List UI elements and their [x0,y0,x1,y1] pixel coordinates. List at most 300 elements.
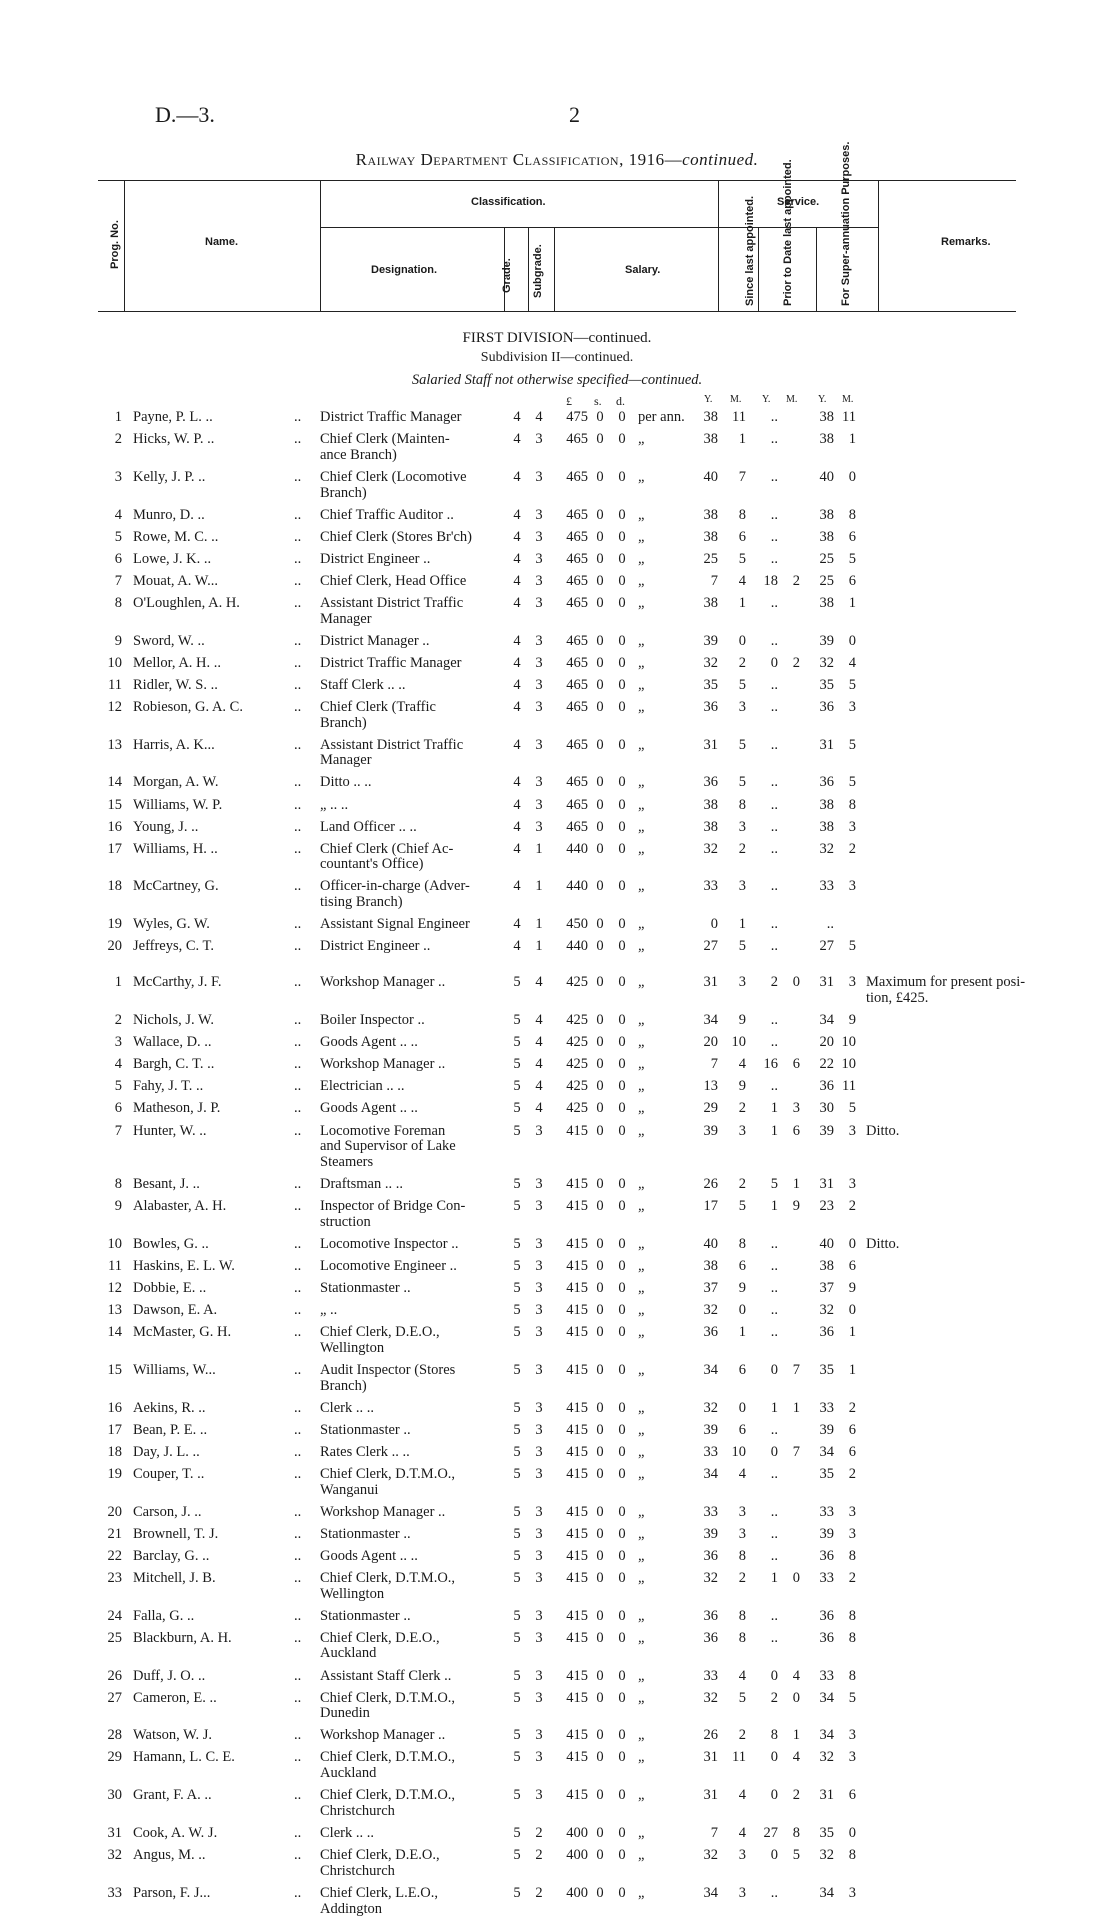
salary-period-cell: „ [638,432,694,448]
name-cell: Parson, F. J... [133,1886,303,1902]
leader-dots: .. [294,1303,301,1319]
super-years-cell: 39 [812,1527,834,1543]
table-row [0,917,1114,933]
classification-table [0,410,1114,1917]
subgrade-cell: 3 [532,1124,546,1140]
leader-dots: .. [294,1035,301,1051]
prog-no-cell: 27 [98,1691,122,1707]
salary-pence-cell: 0 [616,634,628,650]
salary-pence-cell: 0 [616,879,628,895]
salary-pence-cell: 0 [616,1259,628,1275]
salary-pounds-cell: 415 [558,1199,588,1215]
salary-pence-cell: 0 [616,1124,628,1140]
leader-dots: .. [294,939,301,955]
super-months-cell: 5 [840,738,856,754]
designation-cell: Auckland [320,1766,505,1782]
prog-no-cell: 13 [98,1303,122,1319]
since-years-cell: 13 [696,1079,718,1095]
salary-pounds-cell: 465 [558,820,588,836]
unit-y1: Y. [704,394,712,405]
salary-pounds-cell: 425 [558,1035,588,1051]
salary-period-cell: „ [638,1631,694,1647]
salary-period-cell: „ [638,1057,694,1073]
table-row [0,612,1114,628]
grade-cell: 5 [510,1788,524,1804]
super-months-cell: 1 [840,1325,856,1341]
super-months-cell: 3 [840,1505,856,1521]
table-row [0,432,1114,448]
unit-m2: M. [786,394,797,405]
designation-cell: Auckland [320,1646,505,1662]
salary-pence-cell: 0 [616,820,628,836]
leader-dots: .. [294,1057,301,1073]
table-row [0,1177,1114,1193]
salary-period-cell: „ [638,1363,694,1379]
since-months-cell: 3 [726,1848,746,1864]
leader-dots: .. [294,1848,301,1864]
designation-cell: Workshop Manager .. [320,1728,505,1744]
name-cell: Cook, A. W. J. [133,1826,303,1842]
leader-dots: .. [294,470,301,486]
salary-pence-cell: 0 [616,700,628,716]
since-months-cell: 10 [726,1445,746,1461]
table-row [0,552,1114,568]
subgrade-cell: 3 [532,1728,546,1744]
table-row [0,857,1114,873]
service-col [718,180,879,311]
salary-period-cell: „ [638,1728,694,1744]
leader-dots: .. [294,1445,301,1461]
super-months-cell: 6 [840,1788,856,1804]
since-months-cell: 5 [726,678,746,694]
salary-period-cell: „ [638,508,694,524]
salary-pence-cell: 0 [616,1609,628,1625]
prior-years-cell: 0 [758,656,778,672]
table-row [0,1804,1114,1820]
since-months-cell: 1 [726,596,746,612]
grade-cell: 5 [510,1571,524,1587]
since-years-cell: 25 [696,552,718,568]
salary-shillings-cell: 0 [594,470,606,486]
grade-cell: 5 [510,1669,524,1685]
designation-cell: countant's Office) [320,857,505,873]
table-row [0,1057,1114,1073]
name-cell: Mitchell, J. B. [133,1571,303,1587]
prior-years-cell: .. [758,1035,778,1051]
leader-dots: .. [294,1691,301,1707]
prior-years-cell: .. [758,470,778,486]
super-years-cell: 25 [812,552,834,568]
salary-period-cell: per ann. [638,410,694,426]
super-years-cell: 34 [812,1728,834,1744]
salary-shillings-cell: 0 [594,678,606,694]
salary-period-cell: „ [638,1325,694,1341]
since-years-cell: 32 [696,1691,718,1707]
leader-dots: .. [294,1549,301,1565]
prior-years-cell: 0 [758,1848,778,1864]
grade-cell: 4 [510,634,524,650]
salary-shillings-cell: 0 [594,738,606,754]
salary-period-cell: „ [638,738,694,754]
since-years-cell: 32 [696,842,718,858]
subgrade-border [528,227,529,311]
salary-pounds-cell: 465 [558,775,588,791]
unit-s: s. [594,394,602,409]
salary-shillings-cell: 0 [594,656,606,672]
leader-dots: .. [294,1788,301,1804]
designation-cell: Officer-in-charge (Adver- [320,879,505,895]
super-years-cell: 39 [812,1423,834,1439]
name-cell: Bowles, G. .. [133,1237,303,1253]
super-years-cell: 25 [812,574,834,590]
salary-pounds-cell: 440 [558,879,588,895]
subgrade-cell: 3 [532,1691,546,1707]
subgrade-cell: 4 [532,410,546,426]
remarks-cell: tion, £425. [866,991,1066,1007]
prior-years-cell: .. [758,1549,778,1565]
table-row [0,1101,1114,1117]
designation-cell: Goods Agent .. .. [320,1101,505,1117]
leader-dots: .. [294,1259,301,1275]
table-row [0,820,1114,836]
table-row [0,486,1114,502]
prog-no-cell: 18 [98,1445,122,1461]
super-months-cell: 3 [840,1886,856,1902]
designation-cell: Assistant District Traffic [320,596,505,612]
salary-pence-cell: 0 [616,1505,628,1521]
table-row [0,1401,1114,1417]
subgrade-cell: 3 [532,1237,546,1253]
salary-shillings-cell: 0 [594,1237,606,1253]
name-cell: Kelly, J. P. .. [133,470,303,486]
prog-no-cell: 14 [98,1325,122,1341]
super-years-cell: 32 [812,842,834,858]
prog-no-cell: 14 [98,775,122,791]
prog-no-cell: 7 [98,574,122,590]
super-months-cell: 9 [840,1281,856,1297]
name-cell: Rowe, M. C. .. [133,530,303,546]
prior-months-cell: 2 [784,656,800,672]
designation-cell: Chief Traffic Auditor .. [320,508,505,524]
designation-cell: Chief Clerk, D.T.M.O., [320,1788,505,1804]
salary-pounds-cell: 415 [558,1505,588,1521]
grade-cell: 5 [510,1057,524,1073]
super-years-cell: 34 [812,1691,834,1707]
prog-no-cell: 30 [98,1788,122,1804]
designation-cell: Steamers [320,1155,505,1171]
since-months-cell: 9 [726,1079,746,1095]
since-months-cell: 5 [726,775,746,791]
leader-dots: .. [294,1013,301,1029]
since-months-cell: 5 [726,939,746,955]
subgrade-cell: 2 [532,1886,546,1902]
salary-pence-cell: 0 [616,1199,628,1215]
since-months-cell: 4 [726,1788,746,1804]
super-years-cell: 33 [812,879,834,895]
since-months-cell: 8 [726,1609,746,1625]
name-cell: Fahy, J. T. .. [133,1079,303,1095]
salary-shillings-cell: 0 [594,1101,606,1117]
table-row [0,879,1114,895]
prior-years-cell: .. [758,879,778,895]
since-years-cell: 32 [696,1303,718,1319]
super-years-cell: 40 [812,470,834,486]
since-months-cell: 4 [726,1669,746,1685]
subgrade-cell: 3 [532,552,546,568]
salary-shillings-cell: 0 [594,530,606,546]
salary-shillings-cell: 0 [594,1423,606,1439]
salary-pounds-cell: 415 [558,1609,588,1625]
salary-period-cell: „ [638,1691,694,1707]
subgrade-cell: 2 [532,1826,546,1842]
unit-pound: £ [566,394,572,409]
salary-shillings-cell: 0 [594,634,606,650]
salary-pence-cell: 0 [616,1445,628,1461]
since-years-cell: 31 [696,1750,718,1766]
leader-dots: .. [294,700,301,716]
prior-years-cell: 2 [758,975,778,991]
name-cell: Matheson, J. P. [133,1101,303,1117]
name-cell: Barclay, G. .. [133,1549,303,1565]
super-months-cell: 3 [840,1750,856,1766]
salary-pence-cell: 0 [616,530,628,546]
salary-pounds-cell: 415 [558,1691,588,1707]
designation-cell: Chief Clerk, D.E.O., [320,1848,505,1864]
salary-shillings-cell: 0 [594,1057,606,1073]
since-months-cell: 0 [726,634,746,650]
salary-pence-cell: 0 [616,1826,628,1842]
super-months-cell: 5 [840,552,856,568]
super-months-cell: 8 [840,1549,856,1565]
prior-years-cell: .. [758,917,778,933]
unit-y2: Y. [762,394,770,405]
since-months-cell: 1 [726,1325,746,1341]
super-years-cell: 36 [812,775,834,791]
name-cell: Angus, M. .. [133,1848,303,1864]
since-months-cell: 2 [726,1177,746,1193]
prior-months-cell: 1 [784,1728,800,1744]
grade-cell: 4 [510,574,524,590]
subgrade-cell: 3 [532,432,546,448]
designation-cell: Clerk .. .. [320,1826,505,1842]
table-row [0,1155,1114,1171]
table-row [0,1788,1114,1804]
prog-no-cell: 1 [98,975,122,991]
salary-period-cell: „ [638,530,694,546]
salary-pence-cell: 0 [616,410,628,426]
salary-shillings-cell: 0 [594,1527,606,1543]
salary-pence-cell: 0 [616,1057,628,1073]
designation-cell: Audit Inspector (Stores [320,1363,505,1379]
salary-pounds-cell: 465 [558,798,588,814]
leader-dots: .. [294,1423,301,1439]
table-row [0,716,1114,732]
name-cell: Brownell, T. J. [133,1527,303,1543]
super-years-cell: 36 [812,1325,834,1341]
designation-cell: Stationmaster .. [320,1527,505,1543]
grade-cell: 5 [510,1505,524,1521]
prior-years-cell: .. [758,508,778,524]
salary-shillings-cell: 0 [594,432,606,448]
name-cell: Couper, T. .. [133,1467,303,1483]
salary-period-cell: „ [638,596,694,612]
since-years-cell: 39 [696,1124,718,1140]
table-row [0,1445,1114,1461]
since-months-cell: 9 [726,1281,746,1297]
super-months-cell: 3 [840,820,856,836]
prior-months-cell: 7 [784,1445,800,1461]
super-years-cell: 36 [812,1609,834,1625]
leader-dots: .. [294,1401,301,1417]
salary-pence-cell: 0 [616,1886,628,1902]
super-months-cell: 3 [840,1527,856,1543]
subgrade-cell: 3 [532,1177,546,1193]
leader-dots: .. [294,1631,301,1647]
subgrade-header: Subgrade. [532,238,544,298]
table-row [0,1325,1114,1341]
super-months-cell: 3 [840,1177,856,1193]
salary-shillings-cell: 0 [594,1886,606,1902]
super-years-cell: 38 [812,410,834,426]
grade-cell: 5 [510,1237,524,1253]
designation-cell: Branch) [320,716,505,732]
since-years-cell: 39 [696,634,718,650]
name-cell: Young, J. .. [133,820,303,836]
table-row [0,1379,1114,1395]
subgrade-cell: 3 [532,530,546,546]
designation-cell: Wellington [320,1341,505,1357]
leader-dots: .. [294,574,301,590]
table-row [0,1902,1114,1917]
salary-period-cell: „ [638,1788,694,1804]
leader-dots: .. [294,634,301,650]
designation-cell: Chief Clerk (Locomotive [320,470,505,486]
since-years-cell: 38 [696,820,718,836]
subgrade-cell: 3 [532,1609,546,1625]
salary-pence-cell: 0 [616,1669,628,1685]
super-months-cell: 5 [840,1101,856,1117]
grade-cell: 5 [510,1826,524,1842]
salary-period-cell: „ [638,775,694,791]
designation-cell: Stationmaster .. [320,1609,505,1625]
salary-period-cell: „ [638,1423,694,1439]
leader-dots: .. [294,596,301,612]
since-months-cell: 6 [726,1259,746,1275]
since-years-cell: 27 [696,939,718,955]
prior-years-cell: .. [758,432,778,448]
units-row [0,394,1114,410]
salary-pounds-cell: 475 [558,410,588,426]
grade-cell: 5 [510,1609,524,1625]
designation-header: Designation. [371,264,437,276]
table-row [0,1199,1114,1215]
prior-years-cell: .. [758,1325,778,1341]
since-months-cell: 8 [726,1631,746,1647]
prior-years-cell: .. [758,1609,778,1625]
grade-cell: 4 [510,939,524,955]
unit-d: d. [616,394,625,409]
subgrade-cell: 3 [532,1669,546,1685]
grade-cell: 4 [510,842,524,858]
since-years-cell: 33 [696,879,718,895]
subgrade-cell: 2 [532,1848,546,1864]
grade-cell: 5 [510,1199,524,1215]
designation-cell: Stationmaster .. [320,1423,505,1439]
subgrade-cell: 1 [532,939,546,955]
prior-years-cell: 0 [758,1750,778,1766]
subgrade-cell: 4 [532,1057,546,1073]
prog-no-cell: 11 [98,678,122,694]
super-years-cell: 35 [812,1826,834,1842]
remarks-cell: Ditto. [866,1124,1066,1140]
since-months-cell: 4 [726,1057,746,1073]
since-years-cell: 7 [696,1826,718,1842]
salary-pounds-cell: 415 [558,1631,588,1647]
grade-cell: 4 [510,879,524,895]
salary-pounds-cell: 425 [558,1013,588,1029]
grade-cell: 5 [510,1013,524,1029]
subgrade-cell: 1 [532,917,546,933]
since-months-cell: 6 [726,1423,746,1439]
remarks-col [878,180,1017,311]
designation-cell: struction [320,1215,505,1231]
super-years-cell: 31 [812,1788,834,1804]
designation-cell: Assistant District Traffic [320,738,505,754]
leader-dots: .. [294,1079,301,1095]
table-row [0,678,1114,694]
salary-pence-cell: 0 [616,939,628,955]
grade-cell: 4 [510,656,524,672]
salary-pence-cell: 0 [616,1237,628,1253]
leader-dots: .. [294,1177,301,1193]
super-months-cell: 1 [840,432,856,448]
table-row [0,939,1114,955]
since-months-cell: 3 [726,700,746,716]
salary-shillings-cell: 0 [594,1281,606,1297]
grade-cell: 5 [510,1401,524,1417]
designation-cell: Workshop Manager .. [320,975,505,991]
prog-no-cell: 6 [98,1101,122,1117]
salary-pounds-cell: 415 [558,1571,588,1587]
super-years-cell: 32 [812,1750,834,1766]
super-years-cell: 31 [812,1177,834,1193]
since-months-cell: 1 [726,432,746,448]
grade-cell: 5 [510,1848,524,1864]
leader-dots: .. [294,1467,301,1483]
since-years-cell: 33 [696,1669,718,1685]
prog-no-cell: 33 [98,1886,122,1902]
name-cell: Grant, F. A. .. [133,1788,303,1804]
designation-cell: Chief Clerk (Traffic [320,700,505,716]
salary-pence-cell: 0 [616,1101,628,1117]
super-months-cell: 3 [840,879,856,895]
salary-period-cell: „ [638,939,694,955]
prior-years-cell: 0 [758,1788,778,1804]
since-years-cell: 34 [696,1363,718,1379]
salary-pounds-cell: 400 [558,1886,588,1902]
salary-pounds-cell: 440 [558,842,588,858]
super-years-cell: 38 [812,596,834,612]
salary-pence-cell: 0 [616,1467,628,1483]
super-months-cell: 6 [840,1445,856,1461]
table-row [0,1281,1114,1297]
designation-cell: Chief Clerk (Chief Ac- [320,842,505,858]
designation-cell: District Manager .. [320,634,505,650]
salary-shillings-cell: 0 [594,700,606,716]
since-months-cell: 6 [726,530,746,546]
since-years-cell: 36 [696,700,718,716]
salary-pounds-cell: 465 [558,432,588,448]
